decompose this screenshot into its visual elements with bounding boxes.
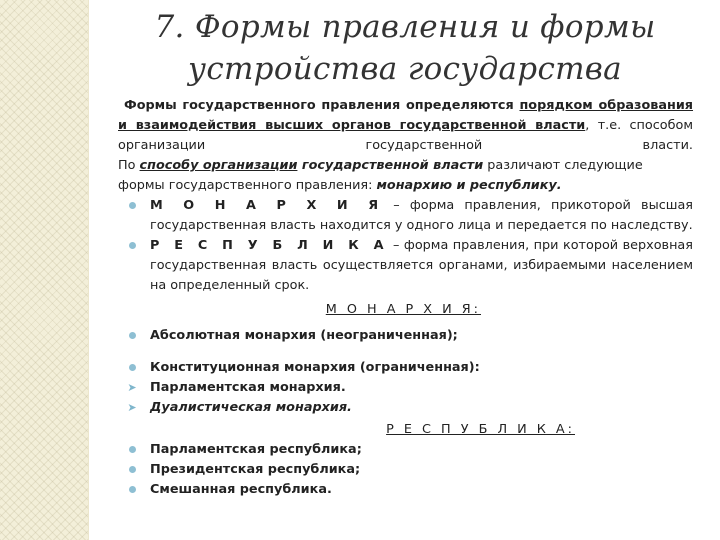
constitutional-monarchy-label: Конституционная монархия (ограниченная): (150, 360, 480, 375)
p2-bold-italic: государственной власти (297, 158, 484, 173)
republic-term: Р Е С П У Б Л И К А (150, 238, 389, 253)
intro-paragraph (118, 96, 693, 156)
intro-underlined: порядком образования и взаимодействия высших органов государственной власти (118, 98, 694, 133)
list-item-presidential-republic (118, 460, 693, 480)
title-line-1: 7. Формы правления и формы (154, 9, 656, 45)
title-line-2: устройства государства (188, 51, 622, 87)
absolute-monarchy-label: Абсолютная монархия (неограниченная); (150, 328, 458, 343)
monarchy-definition: – форма правления, прикоторой высшая государственная власть находится у одного лица и передается по наследству. (150, 198, 693, 233)
monarchy-term: М О Н А Р Х И Я (150, 198, 384, 213)
list-item-parliamentary-republic (118, 440, 693, 460)
list-item-absolute-monarchy (118, 326, 693, 346)
decorative-side-stripe (0, 0, 89, 540)
intro-text-a: Формы государственного правления определяются (124, 98, 520, 113)
dualistic-monarchy-label: Дуалистическая монархия. (150, 400, 352, 415)
circle-bullet-icon (122, 196, 142, 216)
p2-text-a: По (118, 158, 140, 173)
circle-bullet-icon (122, 460, 142, 480)
p2-text-c: различают следующие формы государственного правления: (118, 158, 643, 193)
arrow-bullet-icon: ➤ (127, 381, 137, 394)
parliamentary-monarchy-label: Парламентская монархия. (150, 380, 346, 395)
list-item-constitutional-monarchy (118, 358, 693, 378)
circle-bullet-icon (122, 358, 142, 378)
second-paragraph (118, 156, 693, 196)
arrow-bullet-icon: ➤ (127, 401, 137, 414)
slide-body (118, 96, 693, 500)
list-item-mixed-republic (118, 480, 693, 500)
p2-underlined: способу организации (139, 158, 298, 173)
parliamentary-republic-label: Парламентская республика; (150, 442, 362, 457)
intro-text-b: , т.е. способом организации государственной власти. (118, 118, 693, 153)
p2-bold-italic-end: монархию и республику. (376, 178, 562, 193)
presidential-republic-label: Президентская республика; (150, 462, 361, 477)
monarchy-heading: М О Н А Р Х И Я: (325, 302, 481, 317)
circle-bullet-icon (122, 440, 142, 460)
circle-bullet-icon (122, 326, 142, 346)
list-item-parliamentary-monarchy (118, 378, 693, 398)
monarchy-heading-wrap (118, 300, 693, 320)
list-item-dualistic-monarchy (118, 398, 693, 418)
circle-bullet-icon (122, 236, 142, 256)
slide-title (150, 6, 660, 90)
republic-heading-wrap (118, 420, 693, 440)
republic-definition: – форма правления, при которой верховная государственная власть осуществляется органами, избираемыми населением на определенный срок. (150, 238, 693, 293)
circle-bullet-icon (122, 480, 142, 500)
definition-monarchy (118, 196, 693, 236)
republic-heading: Р Е С П У Б Л И К А: (386, 422, 575, 437)
definition-republic (118, 236, 693, 296)
mixed-republic-label: Смешанная республика. (150, 482, 332, 497)
